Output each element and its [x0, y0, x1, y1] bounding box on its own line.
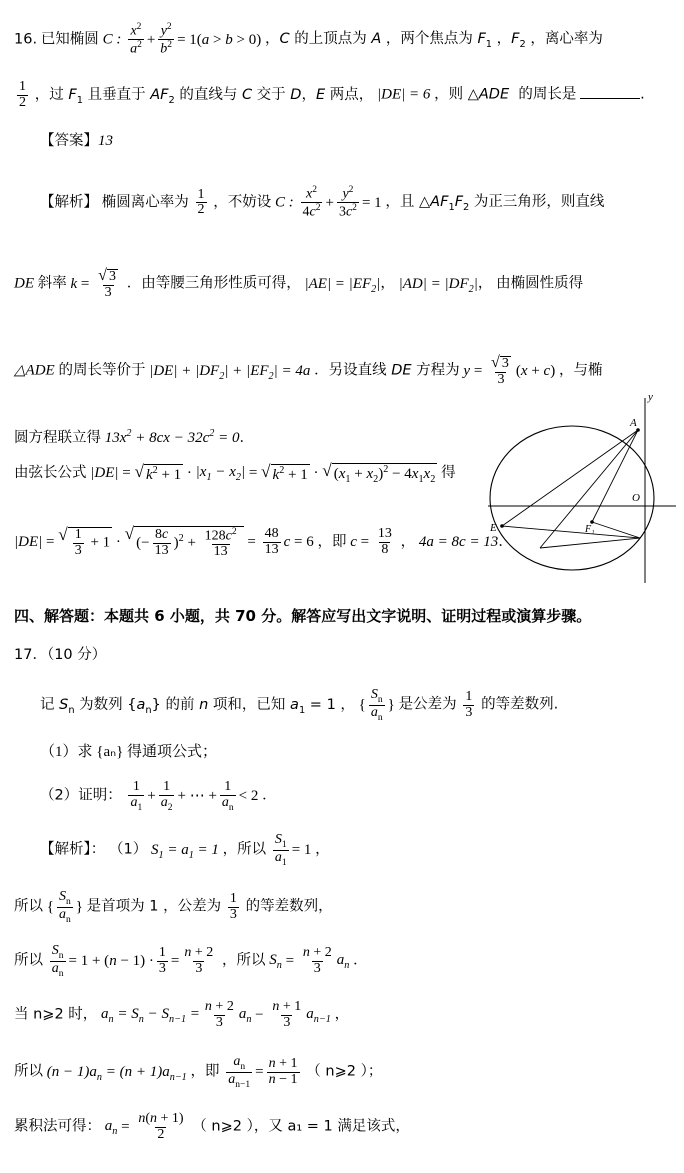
answer-5-suffix: （ n⩾2 ）； [306, 1063, 383, 1080]
eccentricity-fraction: $\frac{1}{2}$ [19, 79, 26, 110]
ellipse-equation: $\frac{x^2}{a^2}$ + $\frac{y^2}{b^2}$ = 1(a > b > 0) [130, 22, 262, 57]
problem-17-analysis-line-5 [14, 1055, 382, 1090]
combined-equation: $13x^2 + 8cx - 32c^2 = 0$ [104, 428, 240, 446]
analysis-text-8: ，与椭 [558, 362, 603, 379]
problem-17-number: 17． [14, 647, 47, 663]
problem-16-number: 16. [14, 31, 38, 48]
chord-length-formula: |DE| = √ $k^2 + 1$ · $|x_1 - x_2|$ = √ $k^2 + 1$ · √ $(x_1 + x_2)^2 - 4x_1x_2$ [90, 461, 436, 485]
Sn-over-an-formula: $\frac{S_n}{a_n}$ = 1 + (n − 1) · $\frac{1}{3}$ = $\frac{n + 2}{3}$ [51, 943, 214, 979]
problem-16-stem-text-2: ，C 的上顶点为 A ，两个焦点为 $F_1$ ，$F_2$ ，离心率为 [264, 31, 603, 51]
4a-value: 4a = 8c = 13 [418, 533, 499, 550]
S1-over-a1: $\frac{S_1}{a_1}$ = 1 [274, 832, 312, 868]
slope-value: k = √ 3 3 [70, 267, 116, 300]
answer-5-prefix: 所以 [14, 1063, 43, 1080]
answer-2-prefix: 所以 [14, 898, 43, 915]
problem-16-answer [40, 133, 113, 150]
problem-17-number-line [14, 647, 106, 664]
ratio-formula: $\frac{a_n}{a_{n-1}}$ = $\frac{n + 1}{n - 1}$ [228, 1054, 298, 1090]
problem-17-analysis-line-1: 【解析】： （1） $S_1 = a_1 = 1$ ，所以 $\frac{S_1}{a_1}$ = 1 ， [40, 832, 330, 868]
triangle-ADE: △ADE [14, 362, 55, 379]
analysis-text-7: ．另设直线 DE 方程为 [314, 362, 460, 379]
half-fraction: $\frac{1}{2}$ [197, 186, 205, 218]
problem-17-stem [40, 688, 558, 723]
answer-4-prefix: 当 n⩾2 时， [14, 1006, 98, 1023]
Sn-over-an-set-2: { $\frac{S_n}{a_n}$ } [46, 889, 83, 925]
problem-17-question-1: （1）求 {aₙ} 得通项公式； [40, 744, 218, 760]
DE-slope-label: DE [14, 275, 34, 292]
point-label-A: A [630, 417, 637, 429]
DE-computation: |DE| = √ $\frac{1}{3}$ + 1 · √ (− $\frac{8c}{13}$ )$^2$ + $\frac{128c^2}{13}$ = $\frac{48}{13}$ c = 6 [14, 524, 314, 560]
answer-1-prefix: （1） [109, 841, 148, 858]
answer-3-text: ，所以 [222, 952, 266, 969]
problem-16-stem-text-4: ，则 △ADE 的周长是 [434, 86, 577, 103]
ellipse-figure-svg [480, 388, 680, 588]
analysis-text-1: 椭圆离心率为 [101, 194, 189, 211]
analysis-text-5: 由椭圆性质得 [496, 275, 584, 292]
axis-label-y: y [648, 391, 653, 403]
problem-16-analysis-line-2: DE 斜率 k = √ 3 3 ．由等腰三角形性质可得， $|AE| = |EF_2|$， $|AD| = |DF_2|$， 由椭圆性质得 [14, 267, 584, 300]
problem-16-stem-text: 已知椭圆 [40, 31, 99, 48]
ellipse-C-label-2: C : [275, 194, 294, 211]
answer-blank [580, 86, 640, 99]
problem-17-analysis-label: 【解析】： [40, 841, 106, 858]
Sn-over-an-set: { $\frac{S_n}{a_n}$ } [358, 687, 395, 723]
point-label-E: E [490, 522, 497, 534]
answer-5-text: ，即 [190, 1063, 220, 1080]
answer-2-suffix: 的等差数列， [245, 898, 333, 915]
problem-16-analysis-line-3 [14, 355, 602, 388]
problem-17-stem-text-3: 的等差数列. [481, 696, 559, 713]
section-4-heading: 四、解答题：本题共 6 小题，共 70 分。解答应写出文字说明、证明过程或演算步骤。 [14, 607, 592, 625]
point-label-F1: F₁ [585, 524, 595, 535]
Sn-formula: $S_n$ = $\frac{n + 2}{3}$ $a_n$ [269, 945, 350, 976]
ellipse-C-label: C : [102, 31, 122, 48]
answer-2-text: 是首项为 1 ，公差为 [86, 898, 222, 915]
problem-16-stem-line-2: $\frac{1}{2}$ ，过 $F_1$ 且垂直于 $AF_2$ 的直线与 C 交于 D，E 两点， |DE| = 6 ，则 △ADE 的周长是 . [19, 79, 645, 110]
answer-label: 【答案】 [40, 133, 98, 149]
problem-17-analysis-line-6 [14, 1112, 410, 1142]
third-fraction: $\frac{1}{3}$ [465, 689, 473, 720]
ellipse-figure [480, 388, 680, 588]
question-2-inequality: $\frac{1}{a_1}$ + $\frac{1}{a_2}$ + ⋯ + $\frac{1}{a_n}$ < 2 [130, 779, 259, 813]
problem-17-analysis-line-2 [14, 890, 333, 925]
DE-length: |DE| = 6 [376, 86, 431, 103]
AE-EF2: $|AE| = |EF_2|$ [304, 275, 381, 295]
answer-1-text: ，所以 [222, 841, 267, 858]
answer-value: 13 [98, 133, 113, 149]
analysis-text-10: 由弦长公式 [14, 465, 87, 482]
problem-16-analysis-line-4: 圆方程联立得 $13x^2 + 8cx - 32c^2 = 0$． [14, 428, 254, 446]
third-fraction-2: $\frac{1}{3}$ [229, 891, 237, 922]
problem-16-analysis-line-5 [14, 462, 456, 485]
problem-17-score: （10 分） [46, 647, 107, 663]
analysis-text-6: 的周长等价于 [58, 362, 146, 379]
AD-DF2: $|AD| = |DF_2|$ [398, 275, 478, 295]
analysis-text-11: 得 [441, 465, 456, 482]
line-DE-equation: y = √ 3 3 (x + c) [463, 354, 556, 387]
answer-6-suffix: （ n⩾2 ），又 a₁ = 1 满足该式， [192, 1118, 410, 1135]
problem-16-analysis-line-6: |DE| = √ $\frac{1}{3}$ + 1 · √ (− $\frac{8c}{13}$ )$^2$ + $\frac{128c^2}{13}$ = $\frac{48}{13}$ c = 6 ，即 c = $\frac{13}{8}$ ， 4a = 8c = 13． [14, 524, 513, 560]
problem-17-analysis-line-4: 当 n⩾2 时， $a_n = S_n - S_{n-1}$ = $\frac{n + 2}{3}$ $a_n$ − $\frac{n + 1}{3}$ $a_{n-1}$ ， [14, 999, 350, 1030]
an-recurrence: $a_n = S_n - S_{n-1}$ = $\frac{n + 2}{3}$ $a_n$ − $\frac{n + 1}{3}$ $a_{n-1}$ [101, 999, 331, 1030]
problem-17-analysis-line-3: 所以 $\frac{S_n}{a_n}$ = 1 + (n − 1) · $\frac{1}{3}$ = $\frac{n + 2}{3}$ ，所以 $S_n$ = $\frac{n + 2}{3}$ $a_n$ ． [14, 943, 368, 979]
S1-equals: $S_1 = a_1 = 1$ [150, 841, 219, 861]
analysis-text-9: 圆方程联立得 [14, 430, 101, 446]
problem-17-stem-text-1: 记 $S_n$ 为数列 $\{a_n\}$ 的前 n 项和，已知 $a_1 = 1$ ， [40, 696, 355, 716]
answer-6-prefix: 累积法可得： [14, 1118, 101, 1135]
slope-word: 斜率 [37, 275, 67, 292]
point-label-O: O [632, 492, 640, 504]
problem-16-stem-line-1 [14, 22, 603, 58]
problem-16-analysis-line-1 [40, 185, 604, 221]
perimeter-equation: $|DE| + |DF_2| + |EF_2| = 4a$ [149, 362, 311, 382]
c-value: c = $\frac{13}{8}$ [350, 526, 392, 558]
question-2-text: （2）证明： [40, 787, 122, 804]
analysis-text-4: ．由等腰三角形性质可得， [126, 275, 301, 292]
problem-17-question-2: （2）证明： $\frac{1}{a_1}$ + $\frac{1}{a_2}$ + ⋯ + $\frac{1}{a_n}$ < 2 ． [40, 779, 277, 813]
recurrence-simplified: $(n - 1)a_n = (n + 1)a_{n-1}$ [46, 1063, 187, 1083]
analysis-text-2: ，不妨设 [213, 194, 272, 211]
problem-16-stem-text-3: ，过 $F_1$ 且垂直于 $AF_2$ 的直线与 C 交于 D，E 两点， [34, 86, 374, 106]
an-closed-form: $a_n$ = $\frac{n(n + 1)}{2}$ [104, 1111, 184, 1142]
analysis-text-12: ，即 [317, 533, 347, 550]
analysis-label: 【解析】 [40, 194, 98, 211]
problem-17-stem-text-2: 是公差为 [398, 696, 457, 713]
answer-3-prefix: 所以 [14, 952, 43, 969]
ellipse-equation-2: $\frac{x^2}{4c^2}$ + $\frac{y^2}{3c^2}$ = 1 [302, 185, 382, 220]
analysis-text-3: ，且 $\triangle AF_1F_2$ 为正三角形，则直线 [385, 194, 605, 214]
